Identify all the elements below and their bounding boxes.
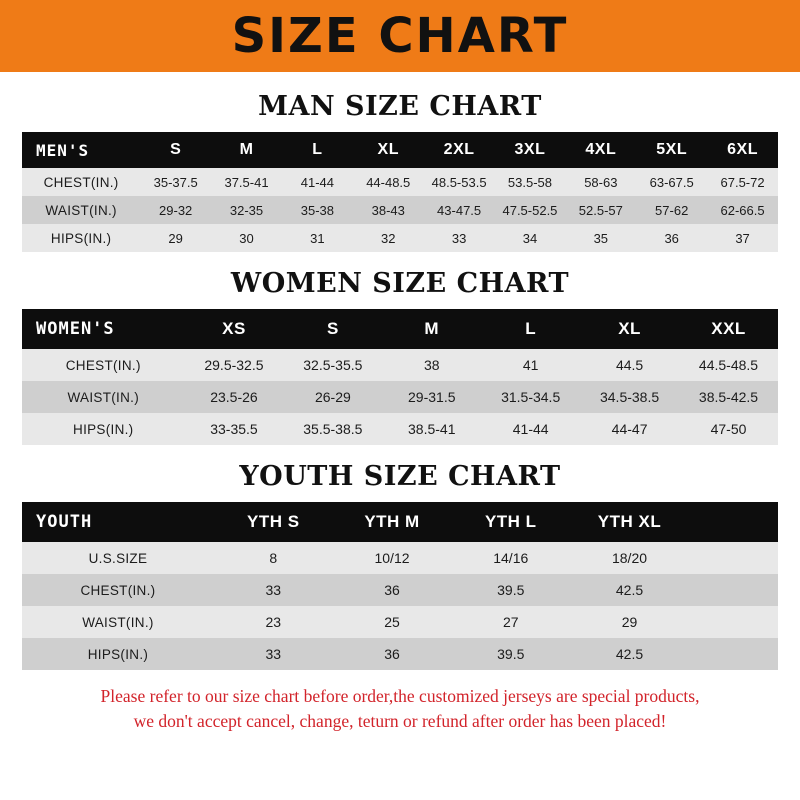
youth-row0-cell-spacer bbox=[689, 542, 778, 574]
women-header-cell-4: L bbox=[481, 309, 580, 349]
men-row1-cell-4: 43-47.5 bbox=[424, 196, 495, 224]
men-row0-cell-2: 41-44 bbox=[282, 168, 353, 196]
men-header-cell-6: 3XL bbox=[495, 132, 566, 168]
table-row bbox=[22, 381, 778, 413]
women-header-cell-6: XXL bbox=[679, 309, 778, 349]
men-header-cell-9: 6XL bbox=[707, 132, 778, 168]
youth-row0-cell-1: 10/12 bbox=[333, 542, 452, 574]
youth-header-cell-4: YTH XL bbox=[570, 502, 689, 542]
women-row1-cell-2: 29-31.5 bbox=[382, 381, 481, 413]
youth-table-body bbox=[22, 542, 778, 670]
men-header-cell-1: S bbox=[140, 132, 211, 168]
men-row0-cell-8: 67.5-72 bbox=[707, 168, 778, 196]
women-row2-label: HIPS(IN.) bbox=[22, 413, 185, 445]
youth-section-heading: YOUTH SIZE CHART bbox=[239, 461, 561, 492]
youth-header-cell-0: YOUTH bbox=[22, 502, 214, 542]
youth-row1-cell-0: 33 bbox=[214, 574, 333, 606]
men-header-row bbox=[22, 132, 778, 168]
youth-row3-cell-3: 42.5 bbox=[570, 638, 689, 670]
disclaimer-line-1: Please refer to our size chart before order,the customized jerseys are special products, bbox=[100, 686, 700, 706]
women-header-cell-2: S bbox=[283, 309, 382, 349]
youth-row3-label: HIPS(IN.) bbox=[22, 638, 214, 670]
table-row bbox=[22, 224, 778, 252]
men-row0-cell-3: 44-48.5 bbox=[353, 168, 424, 196]
women-row2-cell-0: 33-35.5 bbox=[185, 413, 284, 445]
women-row2-cell-1: 35.5-38.5 bbox=[283, 413, 382, 445]
men-table-head bbox=[22, 132, 778, 168]
youth-row2-cell-1: 25 bbox=[333, 606, 452, 638]
men-row1-label: WAIST(IN.) bbox=[22, 196, 140, 224]
men-row2-cell-1: 30 bbox=[211, 224, 282, 252]
women-size-table bbox=[22, 309, 778, 445]
youth-row2-cell-spacer bbox=[689, 606, 778, 638]
youth-table-head bbox=[22, 502, 778, 542]
men-section-heading: MAN SIZE CHART bbox=[258, 91, 542, 122]
men-header-cell-0: MEN'S bbox=[22, 132, 140, 168]
women-row2-cell-2: 38.5-41 bbox=[382, 413, 481, 445]
men-row2-cell-4: 33 bbox=[424, 224, 495, 252]
men-row2-cell-8: 37 bbox=[707, 224, 778, 252]
disclaimer-note bbox=[22, 684, 778, 735]
men-row0-cell-0: 35-37.5 bbox=[140, 168, 211, 196]
men-row1-cell-6: 52.5-57 bbox=[565, 196, 636, 224]
youth-row3-cell-2: 39.5 bbox=[451, 638, 570, 670]
table-row bbox=[22, 542, 778, 574]
table-row bbox=[22, 196, 778, 224]
youth-row1-cell-2: 39.5 bbox=[451, 574, 570, 606]
youth-row0-label: U.S.SIZE bbox=[22, 542, 214, 574]
youth-header-cell-spacer bbox=[689, 502, 778, 542]
table-row bbox=[22, 638, 778, 670]
women-row2-cell-3: 41-44 bbox=[481, 413, 580, 445]
women-header-row bbox=[22, 309, 778, 349]
men-row0-cell-6: 58-63 bbox=[565, 168, 636, 196]
youth-size-table bbox=[22, 502, 778, 670]
men-row2-cell-3: 32 bbox=[353, 224, 424, 252]
youth-header-cell-2: YTH M bbox=[333, 502, 452, 542]
chart-content bbox=[0, 91, 800, 735]
men-header-cell-7: 4XL bbox=[565, 132, 636, 168]
women-row1-cell-5: 38.5-42.5 bbox=[679, 381, 778, 413]
women-row0-cell-1: 32.5-35.5 bbox=[283, 349, 382, 381]
men-row1-cell-8: 62-66.5 bbox=[707, 196, 778, 224]
women-row1-cell-1: 26-29 bbox=[283, 381, 382, 413]
women-section-heading: WOMEN SIZE CHART bbox=[230, 268, 570, 299]
youth-row1-label: CHEST(IN.) bbox=[22, 574, 214, 606]
table-row bbox=[22, 413, 778, 445]
men-header-cell-4: XL bbox=[353, 132, 424, 168]
youth-row0-cell-3: 18/20 bbox=[570, 542, 689, 574]
women-row1-label: WAIST(IN.) bbox=[22, 381, 185, 413]
men-row1-cell-0: 29-32 bbox=[140, 196, 211, 224]
men-row2-cell-2: 31 bbox=[282, 224, 353, 252]
youth-row0-cell-0: 8 bbox=[214, 542, 333, 574]
men-row1-cell-1: 32-35 bbox=[211, 196, 282, 224]
men-row1-cell-5: 47.5-52.5 bbox=[495, 196, 566, 224]
youth-header-row bbox=[22, 502, 778, 542]
men-row2-label: HIPS(IN.) bbox=[22, 224, 140, 252]
women-table-body bbox=[22, 349, 778, 445]
men-size-table bbox=[22, 132, 778, 252]
disclaimer-line-2: we don't accept cancel, change, teturn or refund after order has been placed! bbox=[133, 711, 667, 732]
men-header-cell-2: M bbox=[211, 132, 282, 168]
men-header-cell-5: 2XL bbox=[424, 132, 495, 168]
men-row0-cell-1: 37.5-41 bbox=[211, 168, 282, 196]
men-row0-label: CHEST(IN.) bbox=[22, 168, 140, 196]
women-row1-cell-4: 34.5-38.5 bbox=[580, 381, 679, 413]
women-table-head bbox=[22, 309, 778, 349]
table-row bbox=[22, 574, 778, 606]
youth-row3-cell-0: 33 bbox=[214, 638, 333, 670]
table-row bbox=[22, 606, 778, 638]
youth-row2-cell-2: 27 bbox=[451, 606, 570, 638]
women-row1-cell-0: 23.5-26 bbox=[185, 381, 284, 413]
men-table-body bbox=[22, 168, 778, 252]
youth-header-cell-3: YTH L bbox=[451, 502, 570, 542]
women-row0-cell-2: 38 bbox=[382, 349, 481, 381]
youth-row1-cell-spacer bbox=[689, 574, 778, 606]
men-row1-cell-2: 35-38 bbox=[282, 196, 353, 224]
women-header-cell-1: XS bbox=[185, 309, 284, 349]
women-row1-cell-3: 31.5-34.5 bbox=[481, 381, 580, 413]
youth-row3-cell-1: 36 bbox=[333, 638, 452, 670]
women-header-cell-5: XL bbox=[580, 309, 679, 349]
men-row1-cell-3: 38-43 bbox=[353, 196, 424, 224]
page-title: SIZE CHART bbox=[231, 8, 569, 64]
men-row0-cell-4: 48.5-53.5 bbox=[424, 168, 495, 196]
youth-row2-cell-3: 29 bbox=[570, 606, 689, 638]
women-row0-cell-4: 44.5 bbox=[580, 349, 679, 381]
youth-header-cell-1: YTH S bbox=[214, 502, 333, 542]
header-banner bbox=[0, 0, 800, 75]
women-row0-label: CHEST(IN.) bbox=[22, 349, 185, 381]
men-row0-cell-7: 63-67.5 bbox=[636, 168, 707, 196]
men-header-cell-8: 5XL bbox=[636, 132, 707, 168]
men-row2-cell-0: 29 bbox=[140, 224, 211, 252]
women-row2-cell-4: 44-47 bbox=[580, 413, 679, 445]
youth-row0-cell-2: 14/16 bbox=[451, 542, 570, 574]
women-row0-cell-5: 44.5-48.5 bbox=[679, 349, 778, 381]
women-row0-cell-0: 29.5-32.5 bbox=[185, 349, 284, 381]
men-row1-cell-7: 57-62 bbox=[636, 196, 707, 224]
youth-row1-cell-1: 36 bbox=[333, 574, 452, 606]
table-row bbox=[22, 349, 778, 381]
men-row2-cell-7: 36 bbox=[636, 224, 707, 252]
men-row2-cell-5: 34 bbox=[495, 224, 566, 252]
women-header-cell-0: WOMEN'S bbox=[22, 309, 185, 349]
women-row0-cell-3: 41 bbox=[481, 349, 580, 381]
women-row2-cell-5: 47-50 bbox=[679, 413, 778, 445]
youth-row2-label: WAIST(IN.) bbox=[22, 606, 214, 638]
women-header-cell-3: M bbox=[382, 309, 481, 349]
men-header-cell-3: L bbox=[282, 132, 353, 168]
table-row bbox=[22, 168, 778, 196]
youth-row1-cell-3: 42.5 bbox=[570, 574, 689, 606]
men-row2-cell-6: 35 bbox=[565, 224, 636, 252]
youth-row3-cell-spacer bbox=[689, 638, 778, 670]
men-row0-cell-5: 53.5-58 bbox=[495, 168, 566, 196]
youth-row2-cell-0: 23 bbox=[214, 606, 333, 638]
